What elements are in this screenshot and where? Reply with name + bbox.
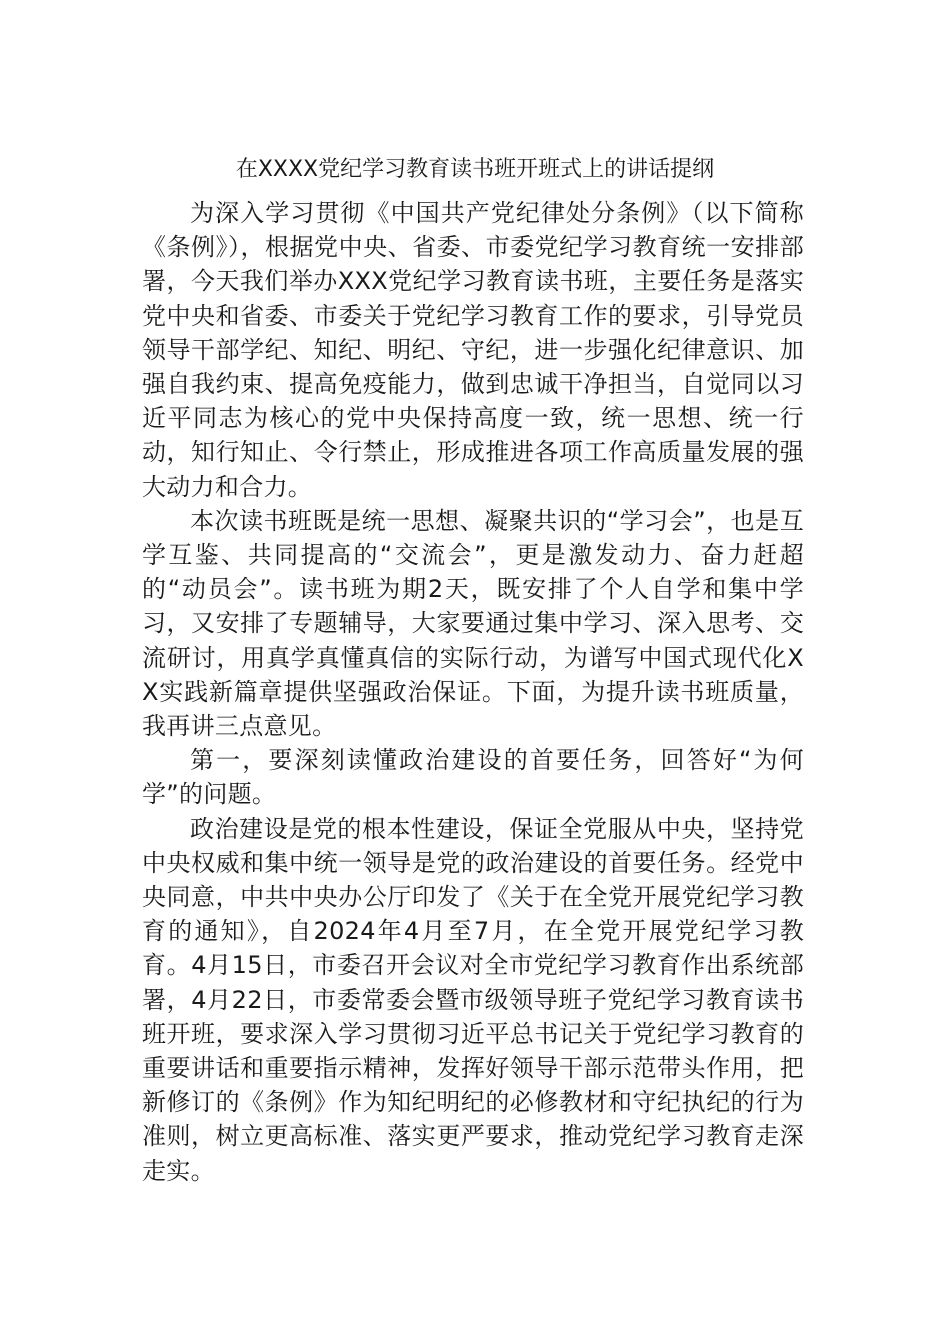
document-title: 在XXXX党纪学习教育读书班开班式上的讲话提纲 [235, 157, 715, 182]
paragraph-3: 第一，要深刻读懂政治建设的首要任务，回答好“为何学”的问题。 [142, 746, 804, 809]
document-body [142, 196, 804, 1188]
paragraph-4: 政治建设是党的根本性建设，保证全党服从中央，坚持党中央权威和集中统一领导是党的政治建设的首要任务。经党中央同意，中共中央办公厅印发了《关于在全党开展党纪学习教育的通知》，自2024年4月至7月，在全党开展党纪学习教育。4月15日，市委召开会议对全市党纪学习教育作出系统部署，4月22日，市委常委会暨市级领导班子党纪学习教育读书班开班，要求深入学习贯彻习近平总书记关于党纪学习教育的重要讲话和重要指示精神，发挥好领导干部示范带头作用，把新修订的《条例》作为知纪明纪的必修教材和守纪执纪的行为准则，树立更高标准、落实更严要求，推动党纪学习教育走深走实。 [142, 814, 804, 1185]
paragraph-2: 本次读书班既是统一思想、凝聚共识的“学习会”，也是互学互鉴、共同提高的“交流会”，更是激发动力、奋力赶超的“动员会”。读书班为期2天，既安排了个人自学和集中学习，又安排了专题辅导，大家要通过集中学习、深入思考、交流研讨，用真学真懂真信的实际行动，为谱写中国式现代化XX实践新篇章提供坚强政治保证。下面，为提升读书班质量，我再讲三点意见。 [142, 506, 804, 741]
paragraph-1: 为深入学习贯彻《中国共产党纪律处分条例》（以下简称《条例》），根据党中央、省委、市委党纪学习教育统一安排部署，今天我们举办XXX党纪学习教育读书班，主要任务是落实党中央和省委、市委关于党纪学习教育工作的要求，引导党员领导干部学纪、知纪、明纪、守纪，进一步强化纪律意识、加强自我约束、提高免疫能力，做到忠诚干净担当，自觉同以习近平同志为核心的党中央保持高度一致，统一思想、统一行动，知行知止、令行禁止，形成推进各项工作高质量发展的强大动力和合力。 [142, 199, 804, 501]
